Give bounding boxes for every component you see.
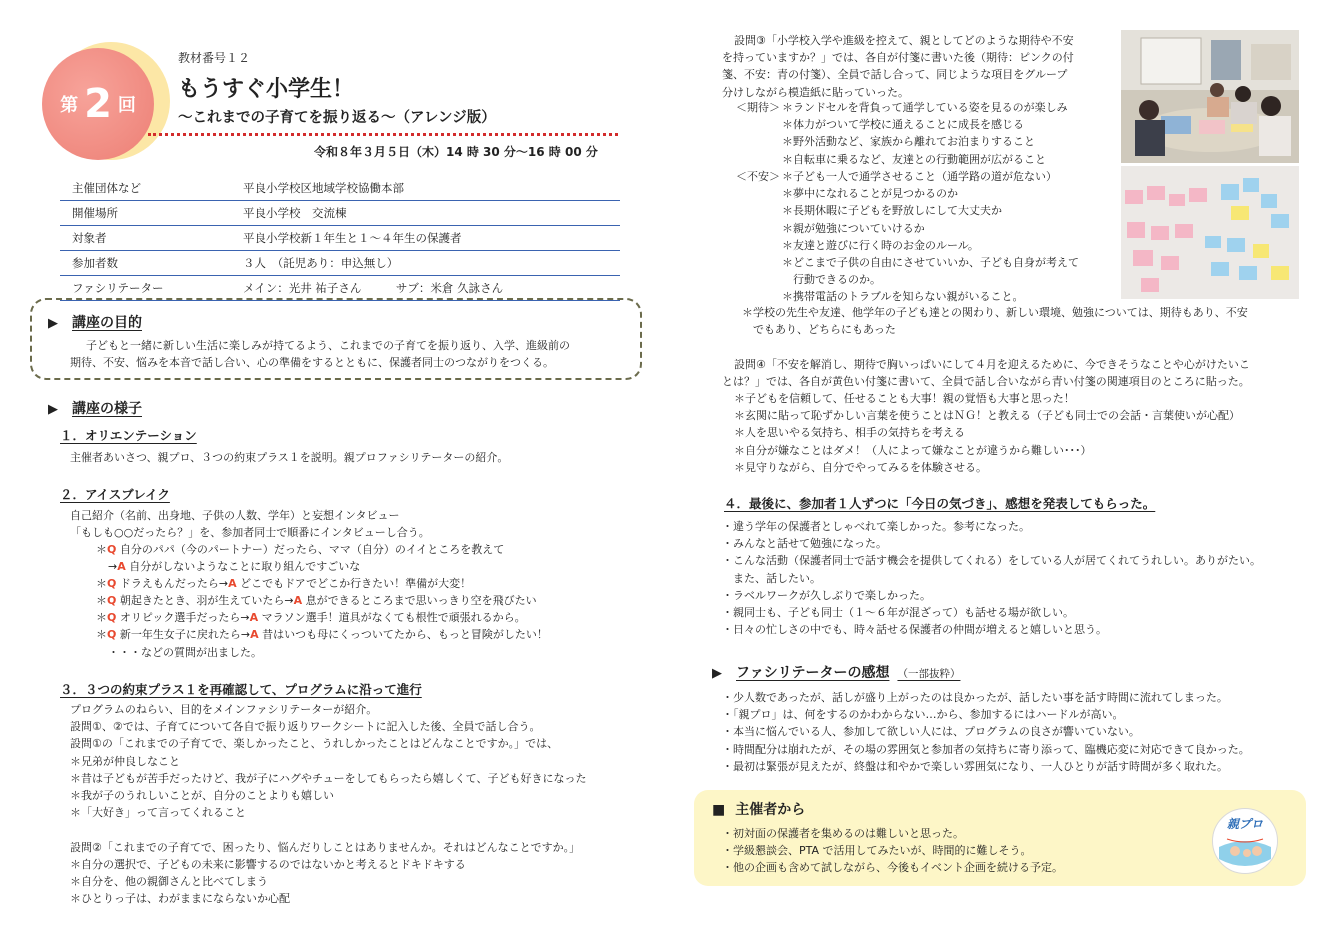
- purpose-line: 子どもと一緒に新しい生活に楽しみが持てるよう、これまでの子育てを振り返り、入学、進級前の: [86, 339, 570, 352]
- title-rule: [148, 133, 618, 136]
- both-list: ＊学校の先生や友達、他学年の子ども達との関わり、新しい環境、勉強については、期待もあり、不安 でもあり、どちらにもあった: [742, 306, 1248, 337]
- organizer-list: ・初対面の保護者を集めるのは難しいと思った。 ・学級懇談会、PTA で活用してみたいが、時間的に難しそう。 ・他の企画も含めて試しながら、今後もイベント企画を続ける予定。: [722, 827, 1063, 875]
- info-row-organizer: 主催団体など 平良小学校区地域学校協働本部: [60, 176, 620, 201]
- badge-number: 2: [84, 81, 112, 127]
- q4-list: ＊子どもを信頼して、任せることも大事！親の覚悟も大事と思った！ ＊玄関に貼って恥ずかしい言葉を使うことはＮＧ！と教える（子ども同士での会話・言葉使いが心配） ＊人を思いやる気持ち、相手の気持ちを考える ＊自分が嫌なことはダメ！（人によって嫌なことが違うから難しい･･･） ＊見守りながら、自分でやってみるを体験させる。: [734, 392, 1240, 474]
- triangle-icon: ▶: [712, 666, 722, 681]
- organizer-heading: ■ 主催者から: [712, 802, 806, 818]
- page-title: もうすぐ小学生！: [178, 77, 355, 102]
- qa-line: ＊Q 新一年生女子に戻れたら→A 昔はいつも母にくっついてたから、もっと冒険がしたい！: [96, 628, 548, 641]
- info-row-participants: 参加者数 ３人 （託児あり：申込無し）: [60, 251, 620, 276]
- q4-paragraph: 設問④「不安を解消し、期待で胸いっぱいにして４月を迎えるために、今できそうなことや心がけたいこ とは？」では、各自が黄色い付箋に書いて、全員で話し合いながら青い付箋の関連項目のところに貼った。: [722, 358, 1250, 389]
- purpose-line: 期待、不安、悩みを本音で話し合い、心の準備をするとともに、保護者同士のつながりをつくる。: [70, 356, 554, 369]
- logo-text: 親プロ: [1226, 817, 1263, 831]
- section-4-title: ４．最後に、参加者１人ずつに「今日の気づき」、感想を発表してもらった。: [724, 496, 1156, 511]
- qa-line: ＊Q 自分のパパ（今のパートナー）だったら、ママ（自分）のイイところを教えて: [96, 543, 505, 556]
- session-badge: [42, 42, 170, 170]
- triangle-icon: ▶: [48, 316, 58, 331]
- badge-suffix: 回: [117, 95, 136, 116]
- info-row-venue: 開催場所 平良小学校 交流棟: [60, 201, 620, 226]
- triangle-icon: ▶: [48, 402, 58, 417]
- qa-closing: ・・・などの質問が出ました。: [108, 646, 262, 659]
- section-2-title: ２．アイスブレイク: [60, 487, 170, 502]
- expect-list: ＊ランドセルを背負って通学している姿を見るのが楽しみ ＊体力がついて学校に通えることに成長を感じる ＊野外活動など、家族から離れてお泊まりすること ＊自転車に乗るなど、友達との行動範囲が広がること: [782, 101, 1068, 166]
- section-2-text: 自己紹介（名前、出身地、子供の人数、学年）と妄想インタビュー: [70, 509, 400, 522]
- badge-circle: [42, 48, 154, 160]
- workshop-photo: [1121, 30, 1299, 163]
- info-row-facilitator: ファシリテーター メイン：光井 祐子さん サブ：米倉 久詠さん: [60, 276, 620, 301]
- sticky-notes-image: [1121, 166, 1299, 299]
- expect-label: ＜期待＞: [736, 101, 780, 114]
- qa-line: →A 自分がしないようなことに取り組んですごいな: [108, 560, 361, 573]
- page-subtitle: ～これまでの子育てを振り返る～（アレンジ版）: [178, 110, 496, 126]
- material-number: 教材番号１２: [178, 51, 251, 65]
- workshop-photo-image: [1121, 30, 1299, 163]
- info-table: [60, 176, 620, 301]
- facilitator-list: ・少人数であったが、話しが盛り上がったのは良かったが、話したい事を話す時間に流れてしまった。 ・「親プロ」は、何をするのかわからない…から、参加するにはハードルが高い。 ・本当に悩んでいる人、参加して欲しい人には、プログラムの良さが響いていない。 ・時間配分は崩れたが、その場の雰囲気と参加者の気持ちに寄り添って、臨機応変に対応できて良かった。 ・最初は緊張が見えたが、終盤は和やかで楽しい雰囲気になり、一人ひとりが話す時間が多く取れた。: [722, 691, 1250, 773]
- section-3-body: プログラムのねらい、目的をメインファシリテーターが紹介。 設問①、②では、子育てについて各自で振り返りワークシートに記入した後、全員で話し合う。 設問①の「これまでの子育てで、楽しかったこと、うれしかったことはどんなことですか。」では、 ＊兄弟が仲良しなこと ＊昔は子どもが苦手だったけど、我が子にハグやチューをしてもらったら嬉しくて、子ども好きになった ＊我が子のうれしいことが、自分のことよりも嬉しい ＊「大好き」って言ってくれること 設問②「これまでの子育てで、困ったり、悩んだりしことはありませんか。それはどんなことですか。」 ＊自分の選択で、子どもの未来に影響するのではないかと考えるとドキドキする ＊自分を、他の親御さんと比べてしまう ＊ひとりっ子は、わがままにならないか心配: [70, 703, 587, 906]
- section-1-title: １．オリエンテーション: [60, 428, 197, 443]
- facilitator-heading: ▶ ファシリテーターの感想 （一部抜粋）: [712, 665, 961, 681]
- info-row-target: 対象者 平良小学校新１年生と１～４年生の保護者: [60, 226, 620, 251]
- section-3-title: ３．３つの約束プラス１を再確認して、プログラムに沿って進行: [60, 682, 422, 697]
- q3-paragraph: 設問③「小学校入学や進級を控えて、親としてどのような期待や不安 を持っていますか？」では、各自が付箋に書いた後（期待：ピンクの付 箋、不安：青の付箋）、全員で話し合って、同じような項目をグループ 分けしながら模造紙に貼っていった。: [722, 34, 1074, 99]
- state-heading: ▶ 講座の様子: [48, 401, 142, 417]
- qa-line: ＊Q 朝起きたとき、羽が生えていたら→A 息ができるところまで思いっきり空を飛びたい: [96, 594, 537, 607]
- purpose-heading: ▶ 講座の目的: [48, 315, 142, 331]
- square-icon: ■: [712, 802, 726, 818]
- event-date: 令和８年３月５日（木）14 時 30 分～16 時 00 分: [314, 145, 598, 159]
- section-2-text: 「もしも○○だったら？」を、参加者同士で順番にインタビューし合う。: [70, 526, 430, 539]
- worry-label: ＜不安＞: [736, 170, 780, 183]
- badge-prefix: 第: [60, 95, 79, 116]
- qa-line: ＊Q ドラえもんだったら→A どこでもドアでどこか行きたい！準備が大変！: [96, 577, 472, 590]
- sticky-notes-photo: [1121, 166, 1299, 299]
- section-1-text: 主催者あいさつ、親プロ、３つの約束プラス１を説明。親プロファシリテーターの紹介。: [70, 451, 509, 464]
- oyapuro-logo: [1212, 808, 1278, 874]
- qa-line: ＊Q オリピック選手だったら→A マラソン選手！道具がなくても根性で頑張れるから。: [96, 611, 526, 624]
- worry-list: ＊子ども一人で通学させること（通学路の道が危ない） ＊夢中になれることが見つかるのか ＊長期休暇に子どもを野放しにして大丈夫か ＊親が勉強についていけるか ＊友達と遊びに行く時のお金のルール。 ＊どこまで子供の自由にさせていいか、子ども自身が考えて 行動できるのか。 ＊携帯電話のトラブルを知らない親がいること。: [782, 170, 1079, 304]
- section-4-list: ・違う学年の保護者としゃべれて楽しかった。参考になった。 ・みんなと話せて勉強になった。 ・こんな活動（保護者同士で話す機会を提供してくれる）をしている人が居てくれてうれしい。ありがたい。 また、話したい。 ・ラベルワークが久しぶりで楽しかった。 ・親同士も、子ども同士（１～６年が混ざって）も話せる場が欲しい。 ・日々の忙しさの中でも、時々話せる保護者の仲間が増えると嬉しいと思う。: [722, 520, 1261, 637]
